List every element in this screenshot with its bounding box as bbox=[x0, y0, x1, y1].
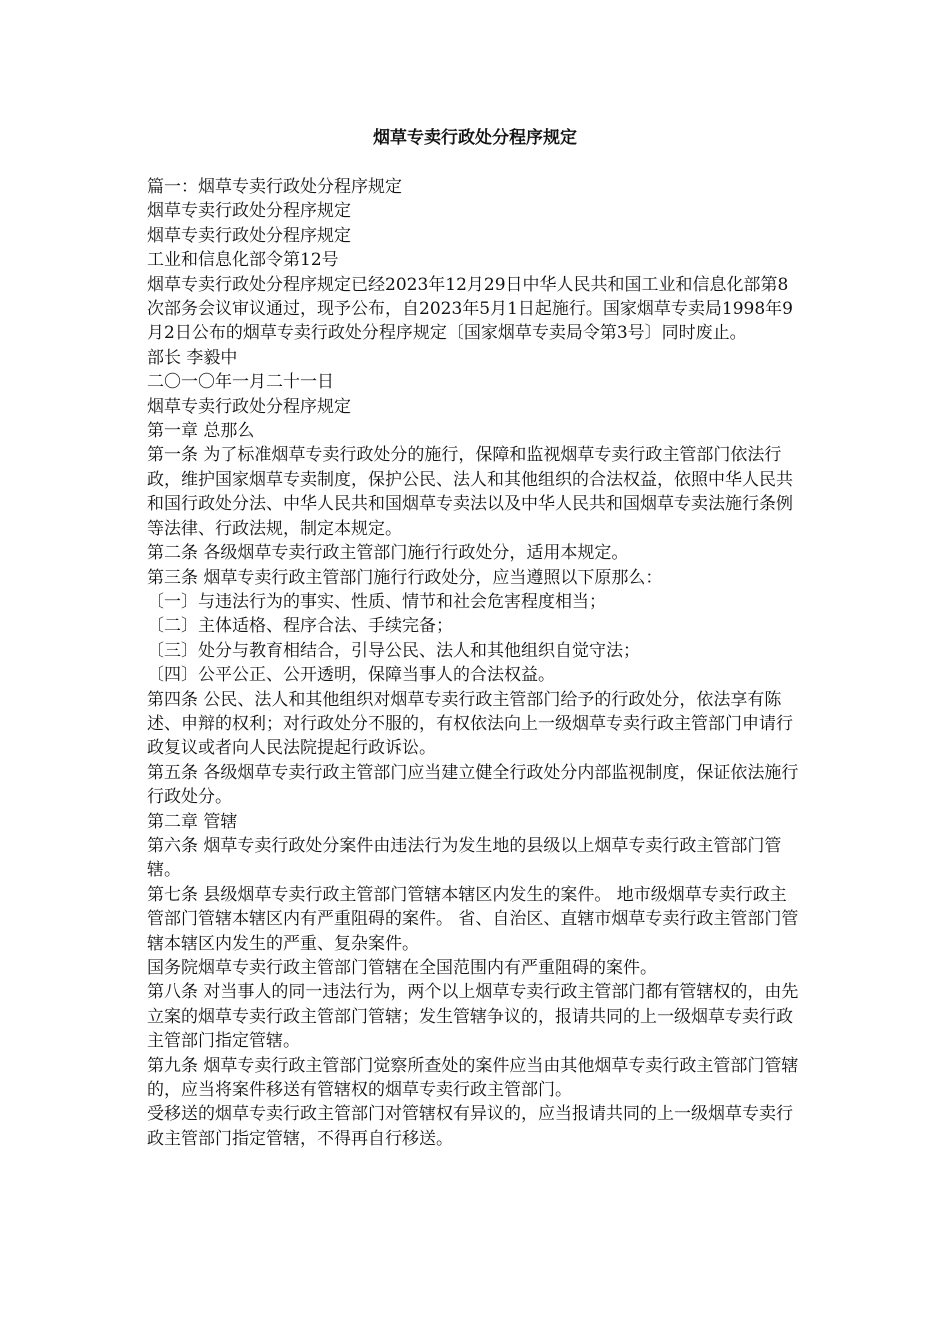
list-item: 〔四〕公平公正、公开透明，保障当事人的合法权益。 bbox=[147, 665, 555, 686]
paragraph-signatory: 部长 李毅中 bbox=[147, 347, 238, 368]
article-paragraph: 第四条 公民、法人和其他组织对烟草专卖行政主管部门给予的行政处分，依法享有陈述、申辩的权利；对行政处分不服的，有权依法向上一级烟草专卖行政主管部门申请行政复议或者向人民法院提起行政诉讼。 bbox=[147, 689, 793, 759]
chapter-heading: 第二章 管辖 bbox=[147, 811, 238, 832]
article-paragraph: 第五条 各级烟草专卖行政主管部门应当建立健全行政处分内部监视制度，保证依法施行行政处分。 bbox=[147, 762, 799, 808]
list-item: 〔二〕主体适格、程序合法、手续完备； bbox=[147, 616, 453, 637]
article-paragraph: 受移送的烟草专卖行政主管部门对管辖权有异议的，应当报请共同的上一级烟草专卖行政主管部门指定管辖，不得再自行移送。 bbox=[147, 1104, 793, 1149]
article-paragraph: 第九条 烟草专卖行政主管部门觉察所查处的案件应当由其他烟草专卖行政主管部门管辖的，应当将案件移送有管辖权的烟草专卖行政主管部门。 bbox=[147, 1055, 799, 1101]
paragraph-date: 二〇一〇年一月二十一日 bbox=[147, 372, 334, 393]
article-paragraph: 第六条 烟草专卖行政处分案件由违法行为发生地的县级以上烟草专卖行政主管部门管辖。 bbox=[147, 835, 782, 881]
paragraph-heading: 烟草专卖行政处分程序规定 bbox=[147, 201, 351, 222]
article-paragraph: 第一条 为了标准烟草专卖行政处分的施行，保障和监视烟草专卖行政主管部门依法行政，维护国家烟草专卖制度，保护公民、法人和其他组织的合法权益，依照中华人民共和国行政处分法、中华人民共和国烟草专卖法以及中华人民共和国烟草专卖法施行条例等法律、行政法规，制定本规定。 bbox=[147, 445, 793, 539]
paragraph-section-label: 篇一：烟草专卖行政处分程序规定 bbox=[147, 177, 402, 197]
article-paragraph: 第八条 对当事人的同一违法行为，两个以上烟草专卖行政主管部门都有管辖权的，由先立案的烟草专卖行政主管部门管辖；发生管辖争议的，报请共同的上一级烟草专卖行政主管部门指定管辖。 bbox=[147, 982, 799, 1052]
article-paragraph: 第七条 县级烟草专卖行政主管部门管辖本辖区内发生的案件。 地市级烟草专卖行政主管部门管辖本辖区内有严重阻碍的案件。 省、自治区、直辖市烟草专卖行政主管部门管辖本辖区内发生的严重、复杂案件。 bbox=[147, 884, 799, 954]
article-paragraph: 第二条 各级烟草专卖行政主管部门施行行政处分，适用本规定。 bbox=[147, 543, 629, 564]
article-paragraph: 国务院烟草专卖行政主管部门管辖在全国范围内有严重阻碍的案件。 bbox=[147, 958, 657, 978]
document-title: 烟草专卖行政处分程序规定 bbox=[373, 128, 577, 148]
paragraph-heading: 烟草专卖行政处分程序规定 bbox=[147, 225, 351, 246]
paragraph-announcement: 烟草专卖行政处分程序规定已经2023年12月29日中华人民共和国工业和信息化部第8次部务会议审议通过，现予公布，自2023年5月1日起施行。国家烟草专卖局1998年9月2日公布的烟草专卖行政处分程序规定〔国家烟草专卖局令第3号〕同时废止。 bbox=[147, 274, 793, 344]
chapter-heading: 第一章 总那么 bbox=[147, 421, 255, 442]
document-body bbox=[147, 175, 803, 1151]
paragraph-heading: 烟草专卖行政处分程序规定 bbox=[147, 396, 351, 417]
list-item: 〔一〕与违法行为的事实、性质、情节和社会危害程度相当； bbox=[147, 591, 606, 612]
article-paragraph: 第三条 烟草专卖行政主管部门施行行政处分，应当遵照以下原那么： bbox=[147, 567, 663, 588]
paragraph-decree-number: 工业和信息化部令第12号 bbox=[147, 250, 339, 271]
list-item: 〔三〕处分与教育相结合，引导公民、法人和其他组织自觉守法； bbox=[147, 640, 640, 661]
